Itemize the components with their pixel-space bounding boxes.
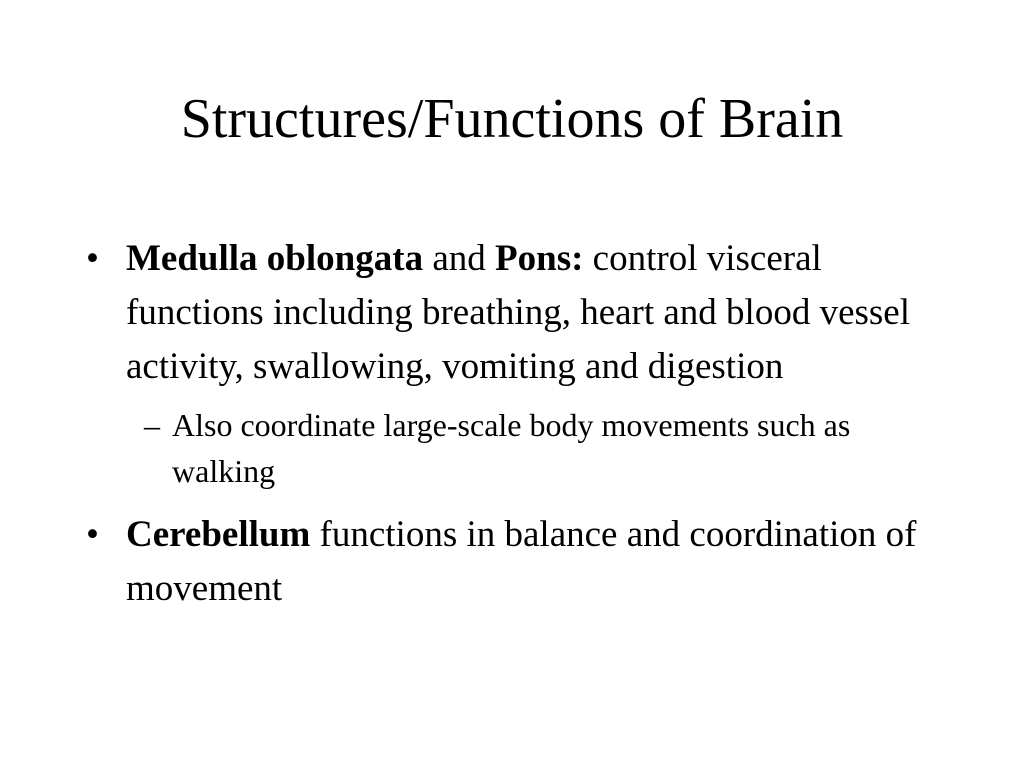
bullet-medulla-pons: [80, 232, 960, 394]
bullet-cerebellum: [80, 508, 960, 616]
sub-bullet-large-scale-movements: [80, 402, 960, 494]
bullet-text: control visceral functions including breathing, heart and blood vessel activity, swallowing, vomiting and digestion: [126, 238, 911, 387]
term-cerebellum: Cerebellum: [126, 514, 311, 555]
term-medulla-oblongata: Medulla oblongata: [126, 238, 424, 279]
sub-bullet-text: Also coordinate large-scale body movements such as walking: [172, 407, 851, 489]
bullet-marker: •: [86, 238, 99, 279]
slide-content: [80, 232, 960, 616]
bullet-text: functions in balance and coordination of movement: [126, 514, 917, 609]
term-pons: Pons:: [495, 238, 584, 279]
bullet-marker: •: [86, 514, 99, 555]
slide-title: Structures/Functions of Brain: [180, 88, 844, 150]
sub-bullet-marker: –: [144, 407, 160, 443]
connector-and: and: [423, 238, 496, 279]
